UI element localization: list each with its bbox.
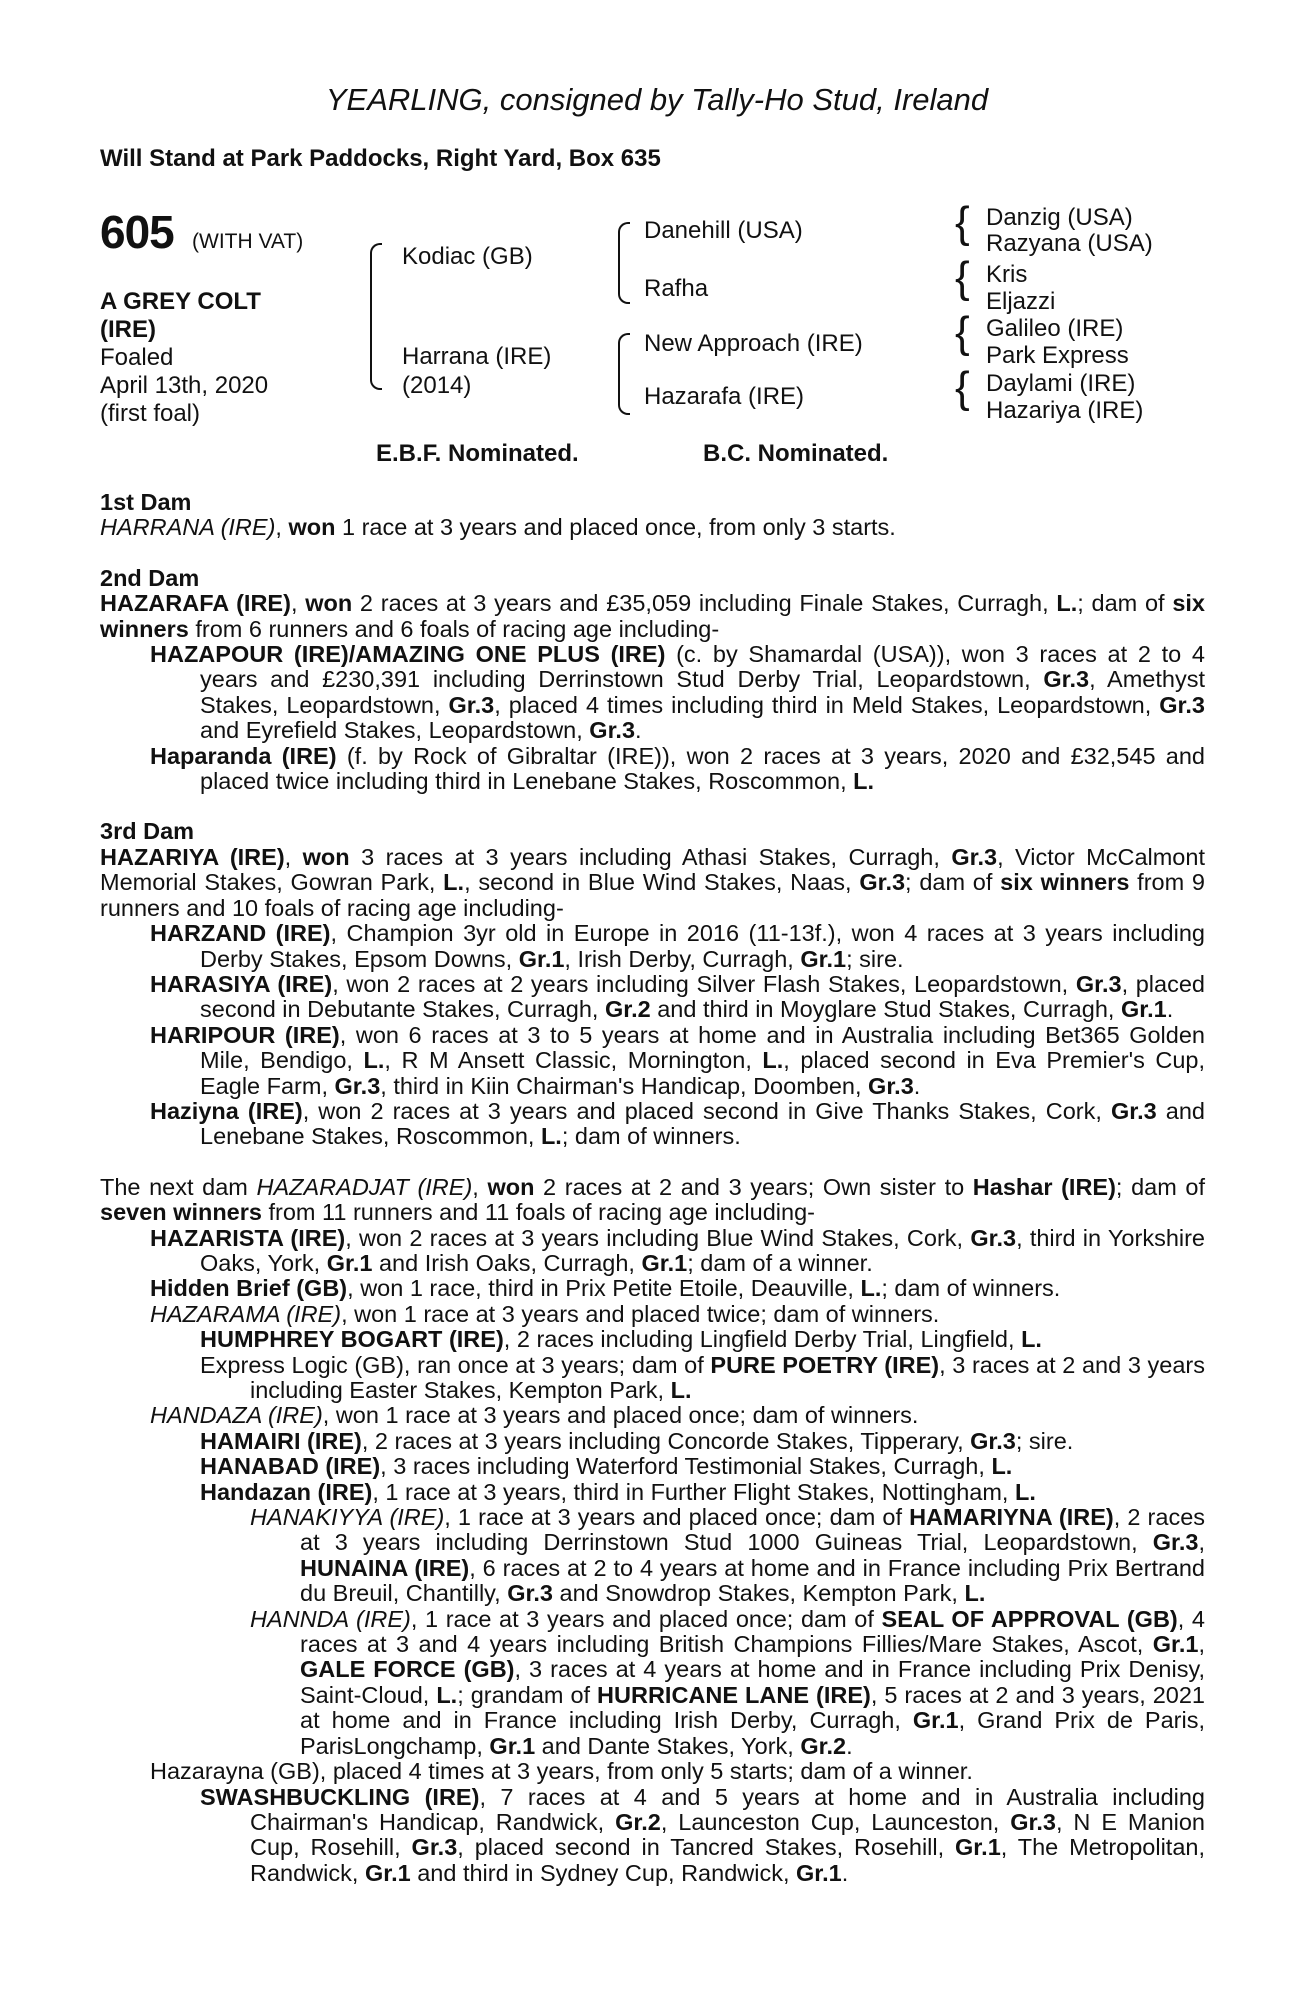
produce-entry: Haziyna (IRE), won 2 races at 3 years and placed second in Give Thanks Stakes, Cork, Gr.3 and Lenebane Stakes, Roscommon, L.; dam of winners. [150,1097,1205,1150]
horse-description: A GREY COLT [100,288,261,315]
gg-brace-1: { [955,198,970,247]
foal-note: (first foal) [100,400,201,427]
page-title: YEARLING, consigned by Tally-Ho Stud, Ireland [325,82,989,117]
bc-nomination: B.C. Nominated. [703,440,889,467]
pedigree-dam-sire: New Approach (IRE) [644,330,863,357]
second-dam-text: HAZARAFA (IRE), won 2 races at 3 years and £35,059 including Finale Stakes, Curragh, L.; dam of six winners from 6 runners and 6 foals of racing age including- [100,590,1205,642]
pedigree-gg-3: Kris [986,261,1028,288]
pedigree-gg-4: Eljazzi [986,288,1056,315]
produce-entry: HARASIYA (IRE), won 2 races at 2 years including Silver Flash Stakes, Leopardstown, Gr.3, placed second in Debutante Stakes, Curragh, Gr.2 and third in Moyglare Stud Stakes, Curragh, Gr.1. [150,970,1205,1023]
dam-brace [618,333,630,415]
stand-location: Will Stand at Park Paddocks, Right Yard, Box 635 [100,145,661,172]
produce-entry: HARZAND (IRE), Champion 3yr old in Europe in 2016 (11-13f.), won 4 races at 3 years including Derby Stakes, Epsom Downs, Gr.1, Irish Derby, Curragh, Gr.1; sire. [150,920,1205,972]
pedigree-dam-year: (2014) [402,372,472,399]
produce-entry: Express Logic (GB), ran once at 3 years; dam of PURE POETRY (IRE), 3 races at 2 and 3 years including Easter Stakes, Kempton Park, L. [200,1351,1205,1403]
pedigree-dam: Harrana (IRE) [402,343,552,370]
produce-entry: Hidden Brief (GB), won 1 race, third in Prix Petite Etoile, Deauville, L.; dam of winners. [150,1275,1061,1302]
pedigree-sire: Kodiac (GB) [402,243,533,270]
foaled-label: Foaled [100,344,174,371]
sire-brace [618,222,630,304]
pedigree-dam-dam: Hazarafa (IRE) [644,383,805,410]
pedigree-gg-8: Hazariya (IRE) [986,397,1144,424]
produce-entry: HARIPOUR (IRE), won 6 races at 3 to 5 years at home and in Australia including Bet365 Golden Mile, Bendigo, L., R M Ansett Classic, Mornington, L., placed second in Eva Premier's Cup, Eagle Farm, Gr.3, third in Kiin Chairman's Handicap, Doomben, Gr.3. [150,1021,1206,1099]
next-dam-text: The next dam HAZARADJAT (IRE), won 2 races at 2 and 3 years; Own sister to Hashar (IRE); dam of seven winners from 11 runners and 11 foals of racing age including- [100,1173,1206,1226]
ebf-nomination: E.B.F. Nominated. [376,440,579,467]
produce-entry: HANABAD (IRE), 3 races including Waterford Testimonial Stakes, Curragh, L. [200,1453,1013,1480]
third-dam-text: HAZARIYA (IRE), won 3 races at 3 years including Athasi Stakes, Curragh, Gr.3, Victor McCalmont Memorial Stakes, Gowran Park, L., second in Blue Wind Stakes, Naas, Gr.3; dam of six winners from 9 runners and 10 foals of racing age including- [100,843,1205,921]
pedigree-gg-6: Park Express [986,342,1129,369]
produce-entry: SWASHBUCKLING (IRE), 7 races at 4 and 5 years at home and in Australia including Chairman's Handicap, Randwick, Gr.2, Launceston Cup, Launceston, Gr.3, N E Manion Cup, Rosehill, Gr.3, placed second in Tancred Stakes, Rosehill, Gr.1, The Metropolitan, Randwick, Gr.1 and third in Sydney Cup, Randwick, Gr.1. [200,1783,1205,1886]
vat-label: (WITH VAT) [192,230,304,253]
produce-entry: HUMPHREY BOGART (IRE), 2 races including Lingfield Derby Trial, Lingfield, L. [200,1326,1042,1353]
pedigree-gg-1: Danzig (USA) [986,204,1133,231]
catalogue-body [100,490,1205,1886]
pedigree-gg-5: Galileo (IRE) [986,315,1124,342]
produce-entry: HAMAIRI (IRE), 2 races at 3 years including Concorde Stakes, Tipperary, Gr.3; sire. [200,1427,1074,1454]
pedigree-brace [370,243,382,390]
first-dam-text: HARRANA (IRE), won 1 race at 3 years and placed once, from only 3 starts. [100,514,896,541]
gg-brace-4: { [955,363,970,412]
section-heading-1st-dam: 1st Dam [100,489,192,515]
produce-entry: HAZARAMA (IRE), won 1 race at 3 years and placed twice; dam of winners. [150,1300,940,1327]
foaled-date: April 13th, 2020 [100,372,269,399]
horse-origin: (IRE) [100,316,156,343]
produce-entry: Handazan (IRE), 1 race at 3 years, third in Further Flight Stakes, Nottingham, L. [200,1478,1036,1505]
produce-entry: Haparanda (IRE) (f. by Rock of Gibraltar (IRE)), won 2 races at 3 years, 2020 and £32,545 and placed twice including third in Lenebane Stakes, Roscommon, L. [150,742,1205,795]
pedigree-gg-2: Razyana (USA) [986,230,1153,257]
pedigree-sire-dam: Rafha [644,275,709,302]
section-heading-3rd-dam: 3rd Dam [100,818,195,845]
gg-brace-3: { [955,308,970,357]
produce-entry: HANDAZA (IRE), won 1 race at 3 years and placed once; dam of winners. [150,1402,919,1429]
produce-entry: Hazarayna (GB), placed 4 times at 3 years, from only 5 starts; dam of a winner. [150,1758,973,1785]
gg-brace-2: { [955,253,970,302]
pedigree-sire-sire: Danehill (USA) [644,217,803,244]
pedigree-gg-7: Daylami (IRE) [986,370,1136,397]
produce-entry: HANAKIYYA (IRE), 1 race at 3 years and placed once; dam of HAMARIYNA (IRE), 2 races at 3 years including Derrinstown Stud 1000 Guineas Trial, Leopardstown, Gr.3, HUNAINA (IRE), 6 races at 2 to 4 years at home and in France including Prix Bertrand du Breuil, Chantilly, Gr.3 and Snowdrop Stakes, Kempton Park, L. [250,1504,1206,1607]
section-heading-2nd-dam: 2nd Dam [100,564,200,591]
lot-number: 605 [100,206,174,258]
produce-entry: HAZAPOUR (IRE)/AMAZING ONE PLUS (IRE) (c. by Shamardal (USA)), won 3 races at 2 to 4 years and £230,391 including Derrinstown Stud Derby Trial, Leopardstown, Gr.3, Amethyst Stakes, Leopardstown, Gr.3, placed 4 times including third in Meld Stakes, Leopardstown, Gr.3 and Eyrefield Stakes, Leopardstown, Gr.3. [150,641,1205,744]
produce-entry: HAZARISTA (IRE), won 2 races at 3 years including Blue Wind Stakes, Cork, Gr.3, third in Yorkshire Oaks, York, Gr.1 and Irish Oaks, Curragh, Gr.1; dam of a winner. [150,1224,1206,1276]
produce-entry: HANNDA (IRE), 1 race at 3 years and placed once; dam of SEAL OF APPROVAL (GB), 4 races at 3 and 4 years including British Champions Fillies/Mare Stakes, Ascot, Gr.1, GALE FORCE (GB), 3 races at 4 years at home and in France including Prix Denisy, Saint-Cloud, L.; grandam of HURRICANE LANE (IRE), 5 races at 2 and 3 years, 2021 at home and in France including Irish Derby, Curragh, Gr.1, Grand Prix de Paris, ParisLongchamp, Gr.1 and Dante Stakes, York, Gr.2. [250,1605,1206,1759]
